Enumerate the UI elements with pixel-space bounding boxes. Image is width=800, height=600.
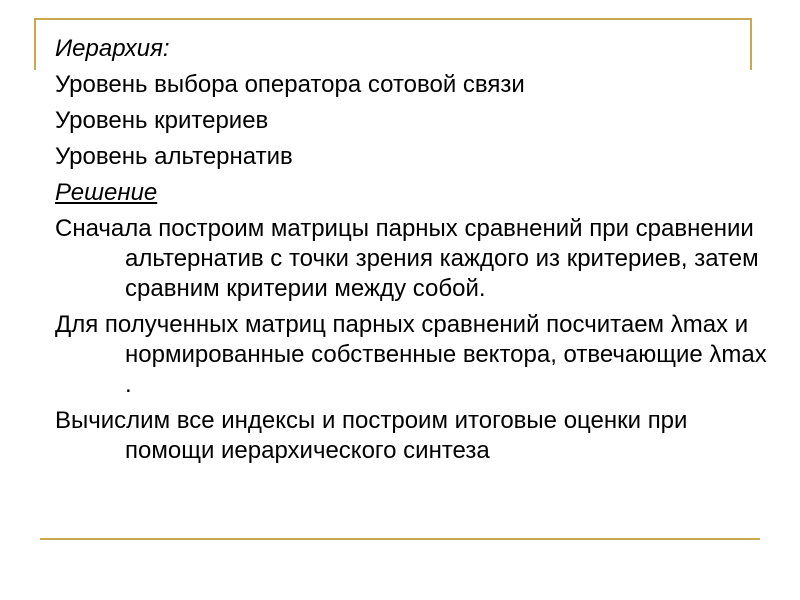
frame-left-line [34, 18, 36, 70]
level-item-alternatives: Уровень альтернатив [55, 143, 293, 170]
solution-paragraph-3: Вычислим все индексы и построим итоговые оценки при помощи иерархического синтеза [55, 407, 688, 464]
hierarchy-heading: Иерархия: [55, 35, 170, 62]
frame-bottom-line [40, 538, 760, 540]
slide-content [55, 34, 775, 472]
solution-paragraph-2: Для полученных матриц парных сравнений посчитаем λmax и нормированные собственные вектора, отвечающие λmax . [55, 311, 767, 398]
solution-heading: Решение [55, 179, 158, 206]
frame-top-line [34, 18, 752, 20]
level-item-criteria: Уровень критериев [55, 107, 269, 134]
solution-paragraph-1: Сначала построим матрицы парных сравнений при сравнении альтернатив с точки зрения каждого из критериев, затем сравним критерии между собой. [55, 215, 759, 302]
level-item-operator: Уровень выбора оператора сотовой связи [55, 71, 525, 98]
